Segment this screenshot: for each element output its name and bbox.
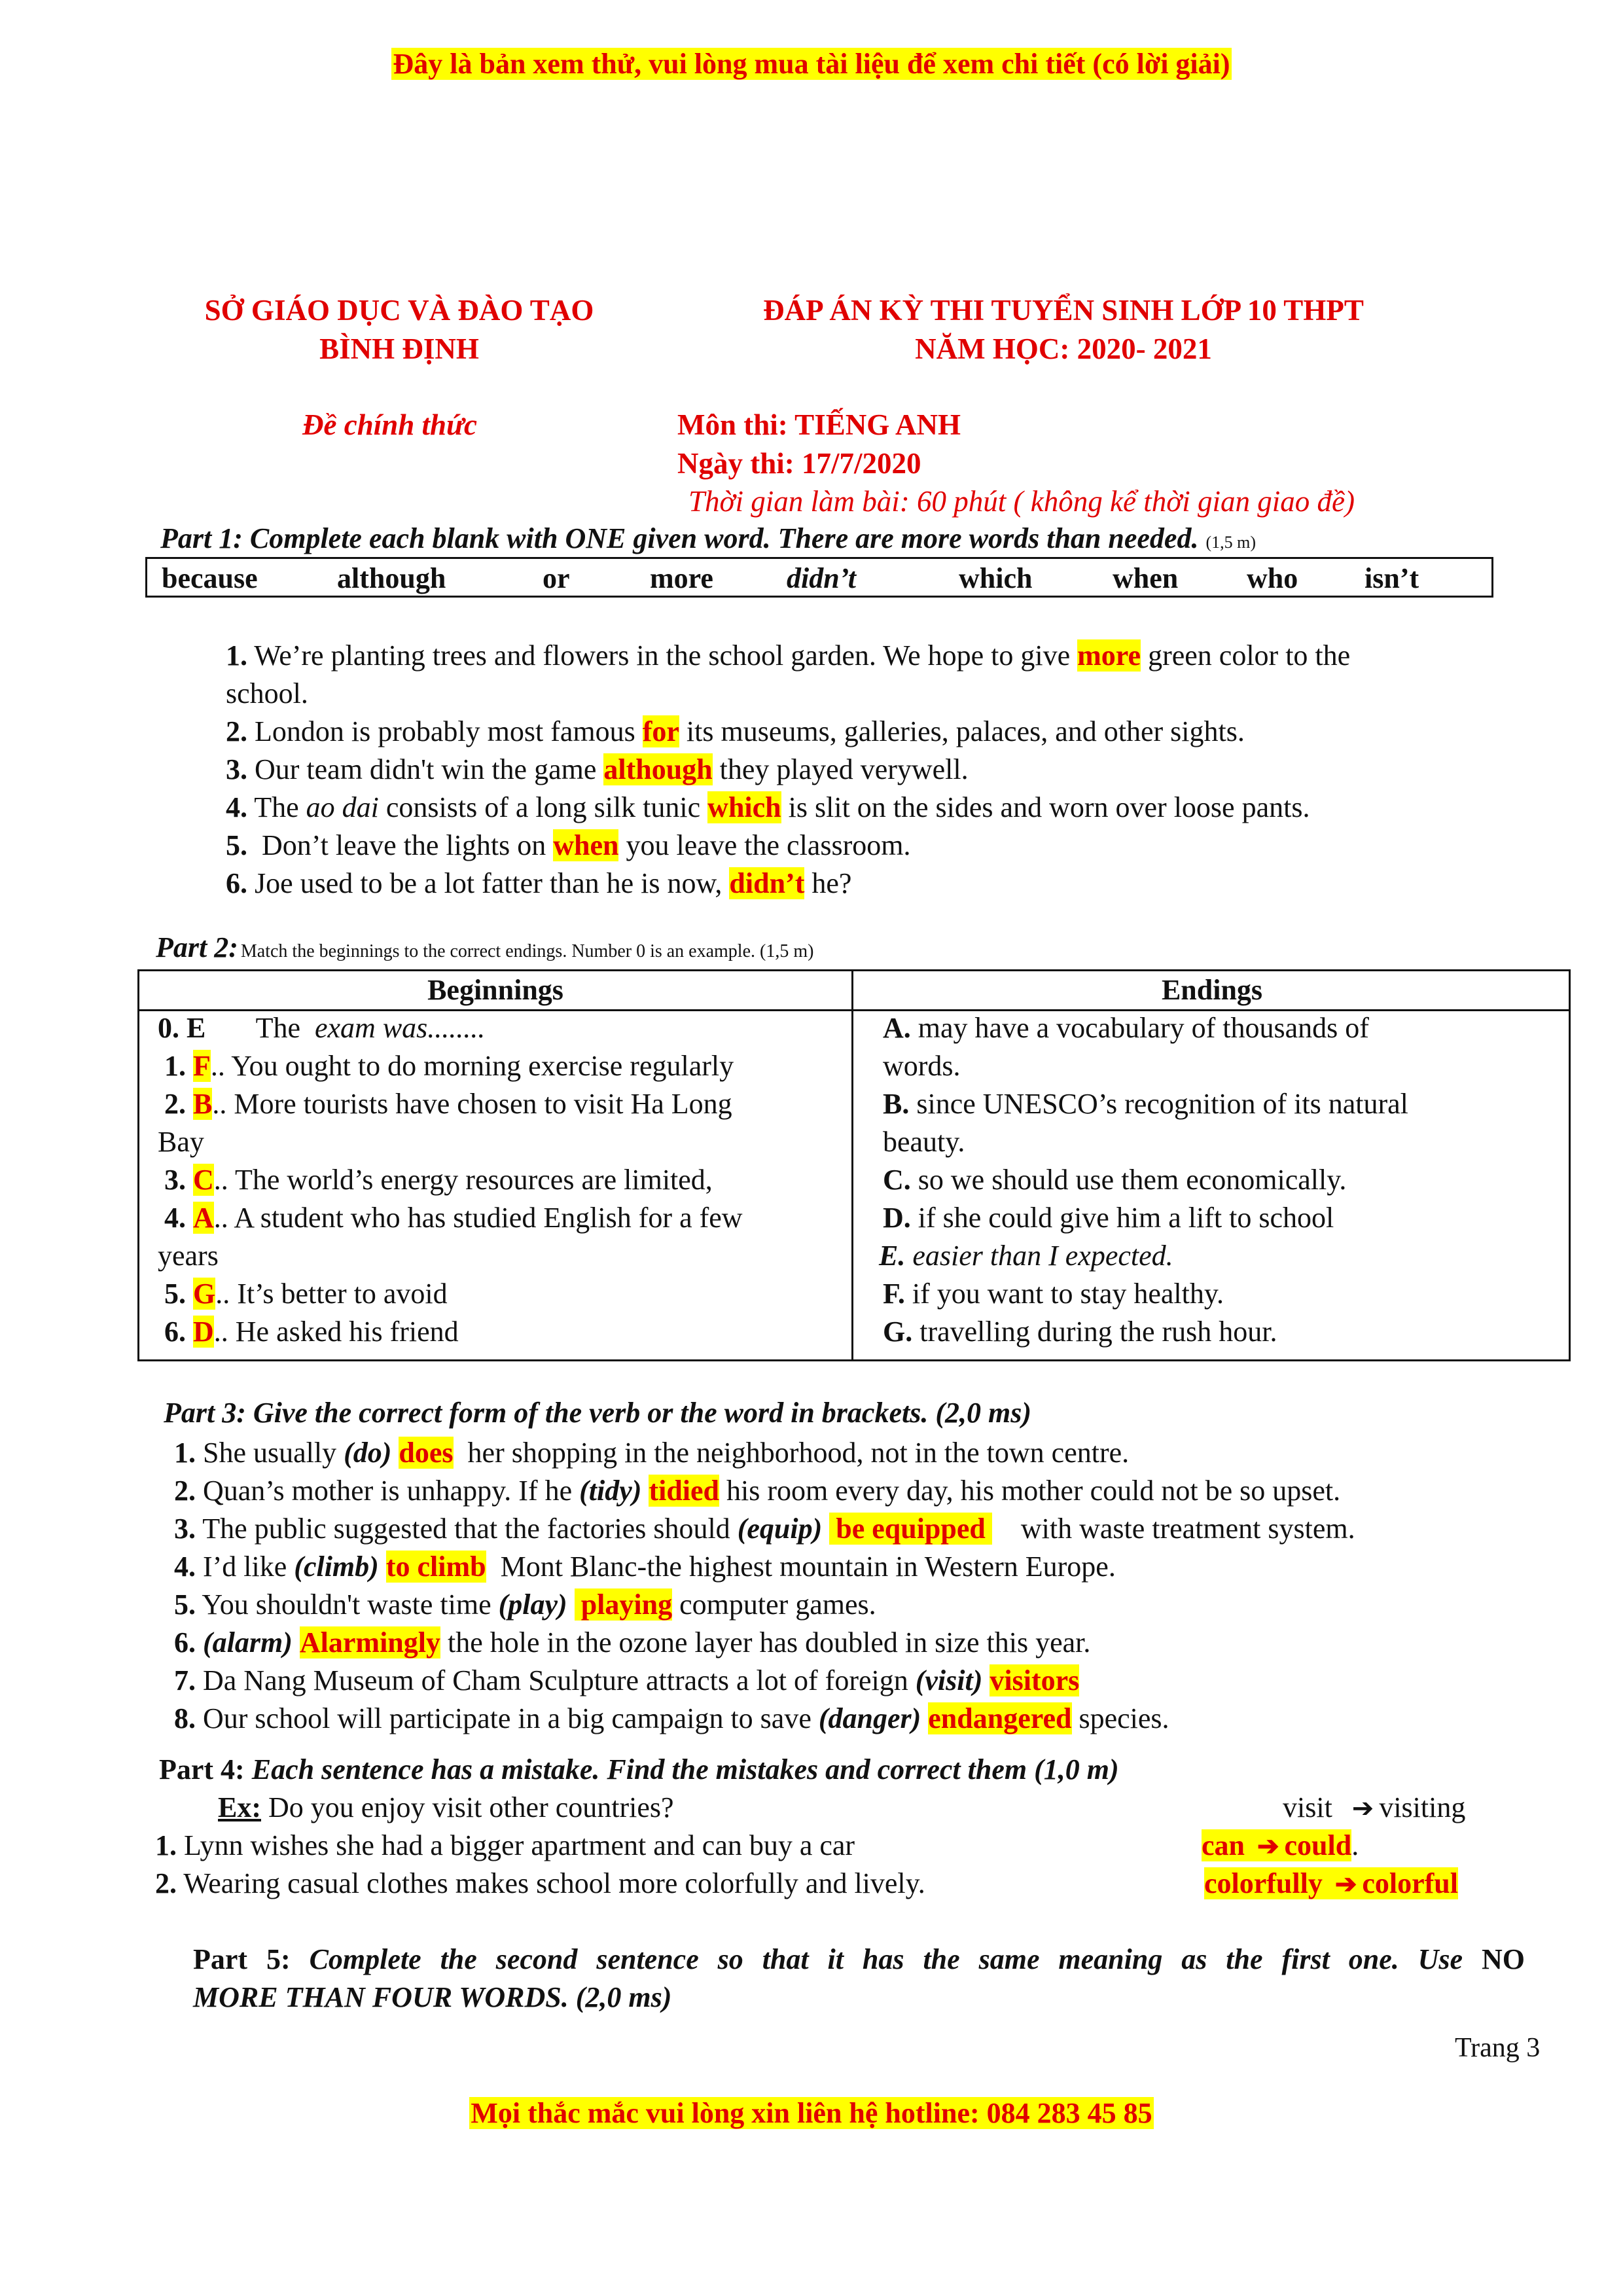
- end-D: D. if she could give him a lift to school: [883, 1202, 1334, 1234]
- arrow-right-icon: ➔: [1351, 1793, 1374, 1823]
- part4-q1: 1. Lynn wishes she had a bigger apartment and can buy a car: [155, 1829, 855, 1861]
- part4-q1-answer: can ➔ could.: [1202, 1829, 1359, 1861]
- answer: when: [553, 829, 619, 861]
- word-item: when: [1113, 562, 1179, 594]
- part3-q5: 5. You shouldn't waste time (play) playing computer games.: [174, 1588, 876, 1621]
- part4-title: Part 4: Each sentence has a mistake. Find the mistakes and correct them (1,0 m): [159, 1753, 1119, 1785]
- part1-q6: 6. Joe used to be a lot fatter than he is now, didn’t he?: [226, 867, 852, 899]
- begin-2-cont: Bay: [158, 1126, 204, 1158]
- part3-q4: 4. I’d like (climb) to climb Mont Blanc-the highest mountain in Western Europe.: [174, 1551, 1116, 1583]
- part4-q2-answer: colorfully ➔ colorful: [1204, 1867, 1459, 1899]
- end-F: F. if you want to stay healthy.: [883, 1278, 1224, 1310]
- word-bank: [145, 557, 1493, 598]
- answer: although: [603, 753, 713, 785]
- part1-q4: 4. The ao dai consists of a long silk tunic which is slit on the sides and worn over loose pants.: [226, 791, 1310, 823]
- part1-title: [160, 522, 1256, 555]
- col-header-endings: Endings: [1161, 974, 1263, 1006]
- arrow-right-icon: ➔: [1257, 1831, 1279, 1861]
- part5-title-line1: Part 5: Complete the second sentence so that it has the same meaning as the first one. Use NO: [193, 1943, 1525, 1975]
- word-item: because: [162, 562, 258, 594]
- begin-1: 1. F.. You ought to do morning exercise regularly: [164, 1050, 734, 1082]
- arrow-right-icon: ➔: [1334, 1869, 1357, 1899]
- end-E: E. easier than I expected.: [879, 1240, 1173, 1272]
- part1-q3: 3. Our team didn't win the game although they played verywell.: [226, 753, 969, 785]
- matching-table: [137, 969, 1571, 1361]
- begin-2: 2. B.. More tourists have chosen to visit Ha Long: [164, 1088, 732, 1120]
- part1-q5: 5. Don’t leave the lights on when you leave the classroom.: [226, 829, 911, 861]
- exam-date: Ngày thi: 17/7/2020: [677, 447, 921, 480]
- subject-label: Môn thi: TIẾNG ANH: [677, 408, 961, 441]
- part4-q2: 2. Wearing casual clothes makes school more colorfully and lively.: [155, 1867, 925, 1899]
- word-item: or: [543, 562, 570, 594]
- exam-duration: Thời gian làm bài: 60 phút ( không kể thời gian giao đề): [688, 485, 1355, 518]
- bottom-banner-text: Mọi thắc mắc vui lòng xin liên hệ hotline: 084 283 45 85: [471, 2097, 1152, 2129]
- begin-3: 3. C.. The world’s energy resources are limited,: [164, 1164, 713, 1196]
- begin-6: 6. D.. He asked his friend: [164, 1316, 459, 1348]
- official-label: Đề chính thức: [302, 408, 477, 441]
- end-B: B. since UNESCO’s recognition of its natural: [883, 1088, 1408, 1120]
- part3-q8: 8. Our school will participate in a big campaign to save (danger) endangered species.: [174, 1702, 1169, 1734]
- begin-example: 0. E The exam was........: [158, 1012, 486, 1044]
- part1-title-text: Part 1: Complete each blank with ONE given word. There are more words than needed.: [160, 522, 1199, 554]
- top-banner: [0, 47, 1623, 81]
- end-A-cont: words.: [883, 1050, 961, 1082]
- part3-q1: 1. She usually (do) does her shopping in the neighborhood, not in the town centre.: [174, 1437, 1130, 1469]
- part3-q6: 6. (alarm) Alarmingly the hole in the ozone layer has doubled in size this year.: [174, 1626, 1091, 1659]
- word-item: isn’t: [1364, 562, 1419, 594]
- exam-title: ĐÁP ÁN KỲ THI TUYỂN SINH LỚP 10 THPT: [763, 294, 1364, 327]
- end-A: A. may have a vocabulary of thousands of: [883, 1012, 1369, 1044]
- part3-q3: 3. The public suggested that the factories should (equip) be equipped with waste treatment system.: [174, 1513, 1355, 1545]
- part3-questions: [174, 1434, 1581, 1738]
- begin-5: 5. G.. It’s better to avoid: [164, 1278, 448, 1310]
- begin-4-cont: years: [158, 1240, 219, 1272]
- word-item: which: [959, 562, 1033, 594]
- part1-q2: 2. London is probably most famous for its museums, galleries, palaces, and other sights.: [226, 715, 1245, 747]
- part3-q2: 2. Quan’s mother is unhappy. If he (tidy) tidied his room every day, his mother could not be so upset.: [174, 1475, 1341, 1507]
- dept-name: SỞ GIÁO DỤC VÀ ĐÀO TẠO: [204, 294, 594, 327]
- top-banner-text: Đây là bản xem thử, vui lòng mua tài liệu để xem chi tiết (có lời giải): [393, 48, 1230, 80]
- province-name: BÌNH ĐỊNH: [319, 332, 479, 365]
- col-header-beginnings: Beginnings: [427, 974, 563, 1006]
- end-B-cont: beauty.: [883, 1126, 965, 1158]
- answer: which: [707, 791, 781, 823]
- part1-q1: 1. We’re planting trees and flowers in the school garden. We hope to give more green color to the: [226, 639, 1351, 672]
- part4-example: Ex: Do you enjoy visit other countries?: [218, 1791, 674, 1823]
- part5-title-line2: MORE THAN FOUR WORDS. (2,0 ms): [193, 1981, 672, 2013]
- answer: didn’t: [729, 867, 805, 899]
- answer: for: [642, 715, 679, 747]
- part1-questions: [226, 637, 1535, 903]
- part3-q7: 7. Da Nang Museum of Cham Sculpture attracts a lot of foreign (visit) visitors: [174, 1664, 1080, 1696]
- begin-4: 4. A.. A student who has studied English for a few: [164, 1202, 743, 1234]
- part1-marks: (1,5 m): [1205, 533, 1256, 552]
- part1-q1-cont: school.: [226, 677, 308, 709]
- school-year: NĂM HỌC: 2020- 2021: [915, 332, 1212, 365]
- bottom-banner: [0, 2096, 1623, 2130]
- end-C: C. so we should use them economically.: [883, 1164, 1347, 1196]
- page-number: Trang 3: [1455, 2033, 1541, 2063]
- answer: more: [1077, 639, 1141, 672]
- word-item: who: [1247, 562, 1298, 594]
- part4-example-answer: visit ➔ visiting: [1283, 1791, 1466, 1823]
- part2-title: Part 2: Match the beginnings to the correct endings. Number 0 is an example. (1,5 m): [156, 931, 814, 963]
- part3-title: Part 3: Give the correct form of the verb or the word in brackets. (2,0 ms): [164, 1397, 1031, 1429]
- word-item: didn’t: [787, 562, 856, 594]
- word-item: more: [650, 562, 713, 594]
- word-item: although: [337, 562, 446, 594]
- end-G: G. travelling during the rush hour.: [883, 1316, 1277, 1348]
